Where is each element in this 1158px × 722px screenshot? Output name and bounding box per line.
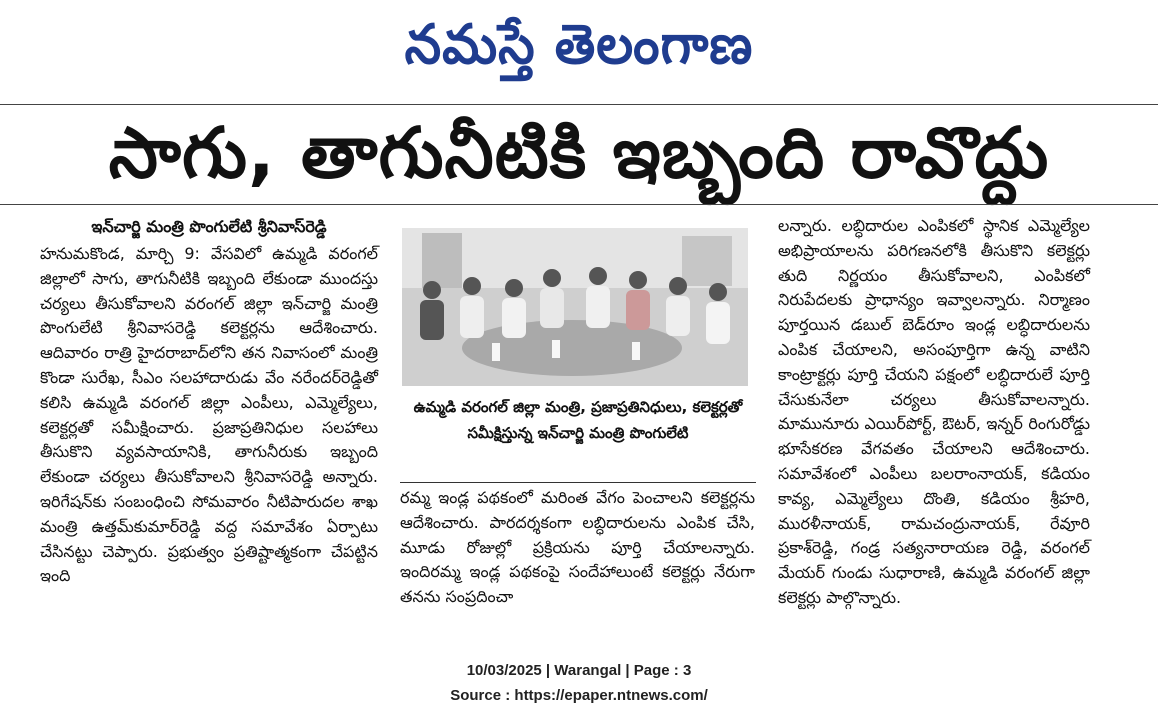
article-byline: ఇన్‌చార్జి మంత్రి పొంగులేటి శ్రీనివాస్‌రెడ్డి <box>91 217 327 236</box>
photo-caption: ఉమ్మడి వరంగల్ జిల్లా మంత్రి, ప్రజాప్రతినిధులు, కలెక్టర్లతో సమీక్షిస్తున్న ఇన్‌చార్జి మంత్రి పొంగులేటి <box>413 398 743 442</box>
headline-divider <box>0 204 1158 205</box>
column-3-text: లన్నారు. లబ్ధిదారుల ఎంపికలో స్థానిక ఎమ్మెల్యేల అభిప్రాయాలను పరిగణనలోకి తీసుకొని కలెక్టర్లు తుది నిర్ణయం తీసుకోవాలని, ఎంపికలో నిరుపేదలకు ప్రాధాన్యం ఇవ్వాలన్నారు. నిర్మాణం పూర్తయిన డబుల్ బెడ్‌రూం ఇండ్ల లబ్ధిదారులను ఎంపిక చేయాలని, అసంపూర్తిగా ఉన్న వాటిని కాంట్రాక్టర్లు పూర్తి చేయని పక్షంలో లబ్ధిదారులే పూర్తి చేసుకునేలా చర్యలు తీసుకోవాలన్నారు. మామునూరు ఎయిర్‌పోర్ట్, ఔటర్, ఇన్నర్ రింగురోడ్డు భూసేకరణ వేగవతం చేయాలని ఆదేశించారు. సమావేశంలో ఎంపీలు బలరాంనాయక్, కడియం కావ్య, ఎమ్మెల్యేలు దొంతి, కడియం శ్రీహరి, మురళీనాయక్, రామచంద్రునాయక్, రేవూరి ప్రకాశ్‌రెడ్డి, గండ్ర సత్యనారాయణ రెడ్డి, వరంగల్ మేయర్ గుండు సుధారాణి, ఉమ్మడి వరంగల్ జిల్లా కలెక్టర్లు పాల్గొన్నారు. <box>778 216 1090 607</box>
column-2-text: రమ్మ ఇండ్ల పథకంలో మరింత వేగం పెంచాలని కలెక్టర్లను ఆదేశించారు. పారదర్శకంగా లబ్ధిదారులను ఎంపిక చేసి, మూడు రోజుల్లో ప్రక్రియను పూర్తి చేయాలన్నారు. ఇందిరమ్మ ఇండ్ల పథకంపై సందేహాలుంటే కలెక్టర్లు నేరుగా తనను సంప్రదించా <box>400 488 755 607</box>
masthead-divider <box>0 104 1158 105</box>
article-column-1 <box>40 214 378 589</box>
article-column-2 <box>400 486 755 610</box>
footer-date-line: 10/03/2025 | Warangal | Page : 3 <box>466 662 692 679</box>
newspaper-logo: నమస్తే తెలంగాణ <box>404 13 754 77</box>
article-column-3 <box>778 214 1090 611</box>
column-1-text: హనుమకొండ, మార్చి 9: వేసవిలో ఉమ్మడి వరంగల్ జిల్లాలో సాగు, తాగునీటికి ఇబ్బంది లేకుండా ముందస్తు చర్యలు తీసుకోవాలని వరంగల్ జిల్లా ఇన్‌చార్జి మంత్రి పొంగులేటి శ్రీనివాసరెడ్డి కలెక్టర్లను ఆదేశించారు. ఆదివారం రాత్రి హైదరాబాద్‌లోని తన నివాసంలో మంత్రి కొండా సురేఖ, సీఎం సలహాదారుడు వేం నరేందర్‌రెడ్డితో కలిసి ఉమ్మడి వరంగల్ జిల్లా ఎంపీలు, ఎమ్మెల్యేలు, కలెక్టర్లతో సమీక్షించారు. ప్రజాప్రతినిధుల సలహాలు తీసుకొని వ్యవసాయానికి, తాగునీరుకు ఇబ్బంది లేకుండా చర్యలు తీసుకోవాలని శ్రీనివాసరెడ్డి అన్నారు. ఇరిగేషన్‌కు సంబంధించి సోమవారం నీటిపారుదల శాఖ మంత్రి ఉత్తమ్‌కుమార్‌రెడ్డి వద్ద సమావేశం ఏర్పాటు చేసినట్టు చెప్పారు. ప్రభుత్వం ప్రతిష్టాత్మకంగా చేపట్టిన ఇంది <box>40 244 378 586</box>
meeting-photo-image <box>402 228 748 386</box>
page-footer <box>0 658 1158 708</box>
masthead <box>0 0 1158 100</box>
news-photo <box>402 228 748 386</box>
article-headline: సాగు, తాగునీటికి ఇబ్బంది రావొద్దు <box>108 112 1050 194</box>
footer-source-line: Source : https://epaper.ntnews.com/ <box>450 687 708 704</box>
caption-divider <box>400 482 756 483</box>
